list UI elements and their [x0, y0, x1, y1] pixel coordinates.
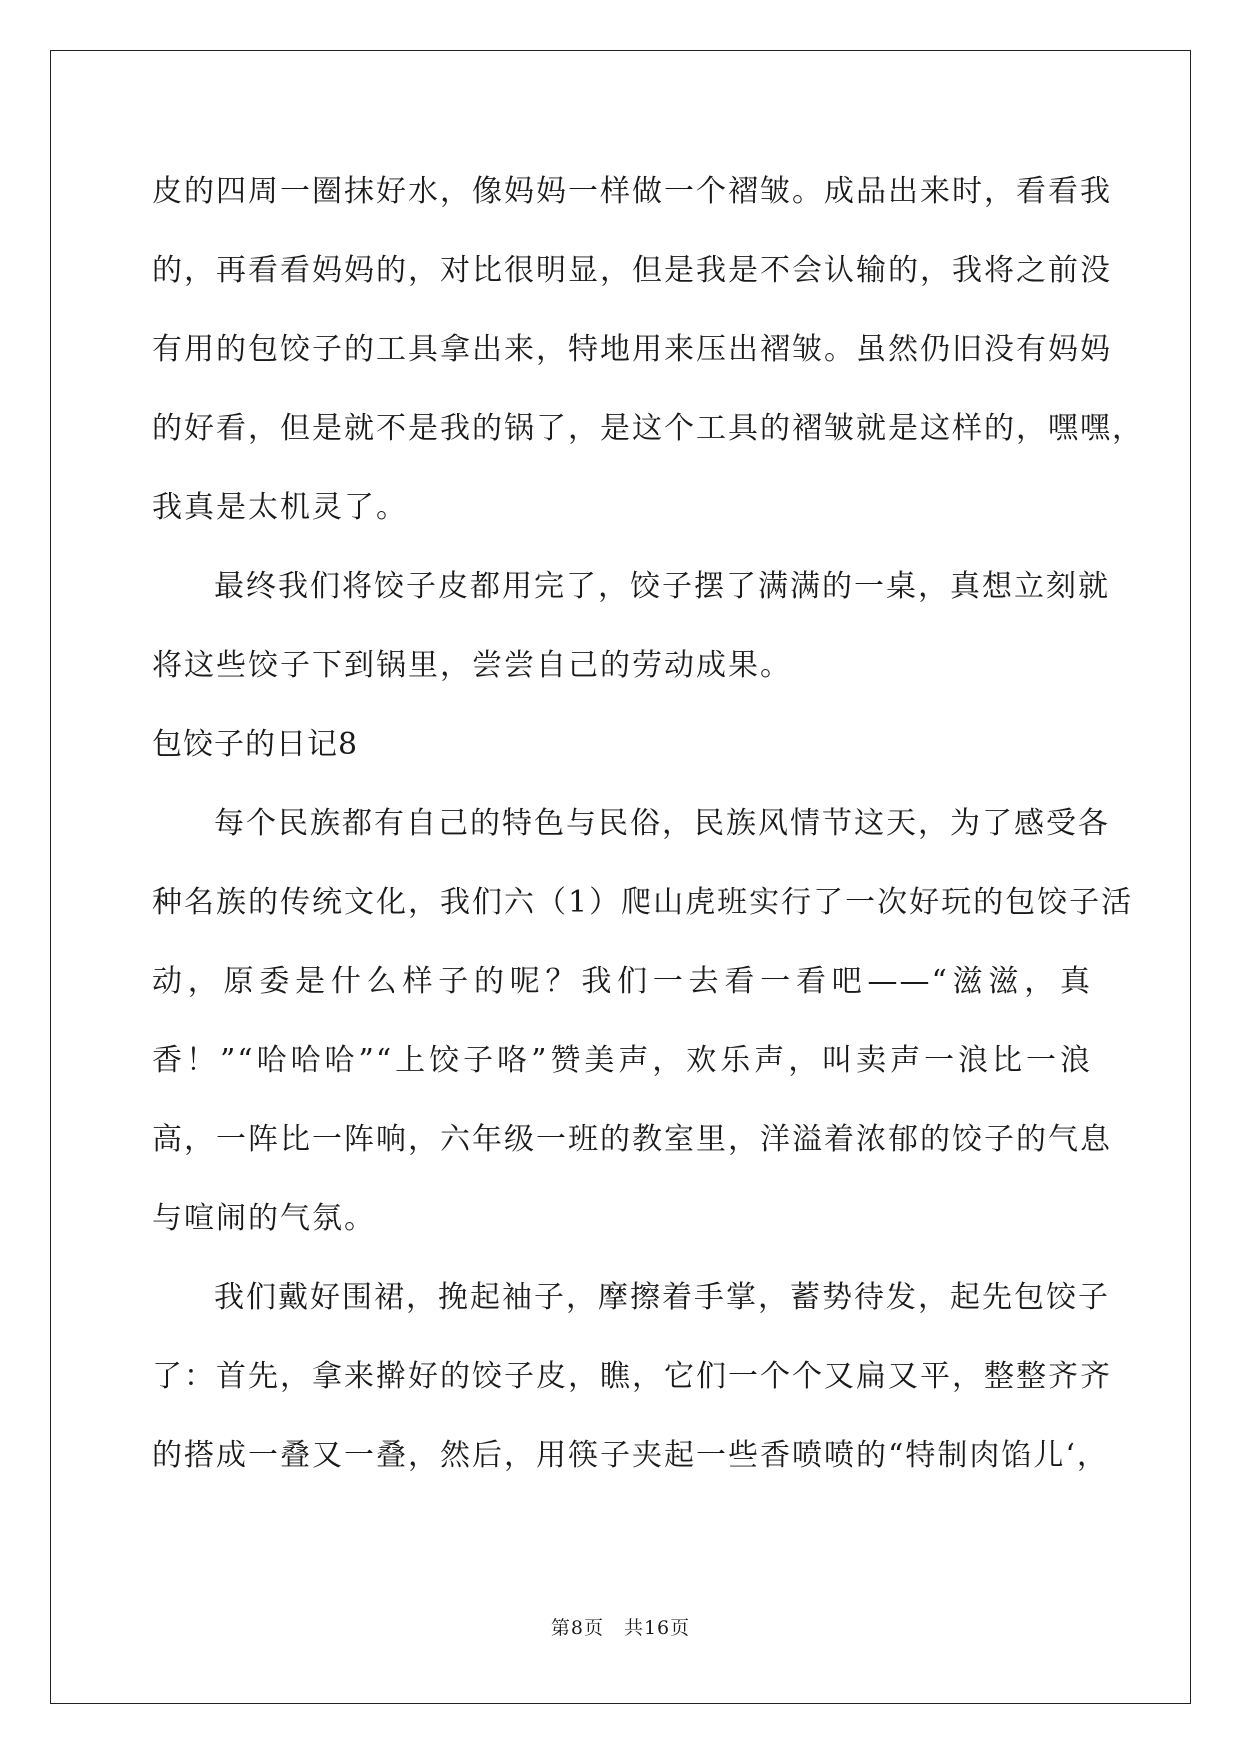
- paragraph-line: 的好看，但是就不是我的锅了，是这个工具的褶皱就是这样的，嘿嘿，: [152, 411, 1144, 446]
- page-number-footer: 第8页 共16页: [550, 1617, 691, 1639]
- paragraph-line: 将这些饺子下到锅里，尝尝自己的劳动成果。: [152, 648, 792, 683]
- paragraph-line: 有用的包饺子的工具拿出来，特地用来压出褶皱。虽然仍旧没有妈妈: [152, 332, 1112, 367]
- paragraph-line: 每个民族都有自己的特色与民俗，民族风情节这天，为了感受各: [214, 806, 1110, 841]
- paragraph-line: 香！”“哈哈哈”“上饺子咯”赞美声，欢乐声，叫卖声一浪比一浪: [152, 1043, 1092, 1078]
- document-body: [152, 166, 1144, 1509]
- paragraph-line: 最终我们将饺子皮都用完了，饺子摆了满满的一桌，真想立刻就: [214, 569, 1110, 604]
- paragraph-line: 与喧闹的气氛。: [152, 1201, 376, 1236]
- paragraph-line: 了：首先，拿来擀好的饺子皮，瞧，它们一个个又扁又平，整整齐齐: [152, 1359, 1112, 1394]
- paragraph-line: 高，一阵比一阵响，六年级一班的教室里，洋溢着浓郁的饺子的气息: [152, 1122, 1112, 1157]
- paragraph-line: 皮的四周一圈抹好水，像妈妈一样做一个褶皱。成品出来时，看看我: [152, 174, 1112, 209]
- section-heading: 包饺子的日记8: [152, 727, 359, 762]
- paragraph-line: 我真是太机灵了。: [152, 490, 408, 525]
- paragraph-line: 的搭成一叠又一叠，然后，用筷子夹起一些香喷喷的“特制肉馅儿‘，: [152, 1438, 1109, 1473]
- paragraph-line: 种名族的传统文化，我们六（1）爬山虎班实行了一次好玩的包饺子活: [152, 885, 1134, 920]
- paragraph-line: 动，原委是什么样子的呢？我们一去看一看吧——“滋滋，真: [152, 964, 1092, 999]
- paragraph-line: 的，再看看妈妈的，对比很明显，但是我是不会认输的，我将之前没: [152, 253, 1112, 288]
- paragraph-line: 我们戴好围裙，挽起袖子，摩擦着手掌，蓄势待发，起先包饺子: [214, 1280, 1110, 1315]
